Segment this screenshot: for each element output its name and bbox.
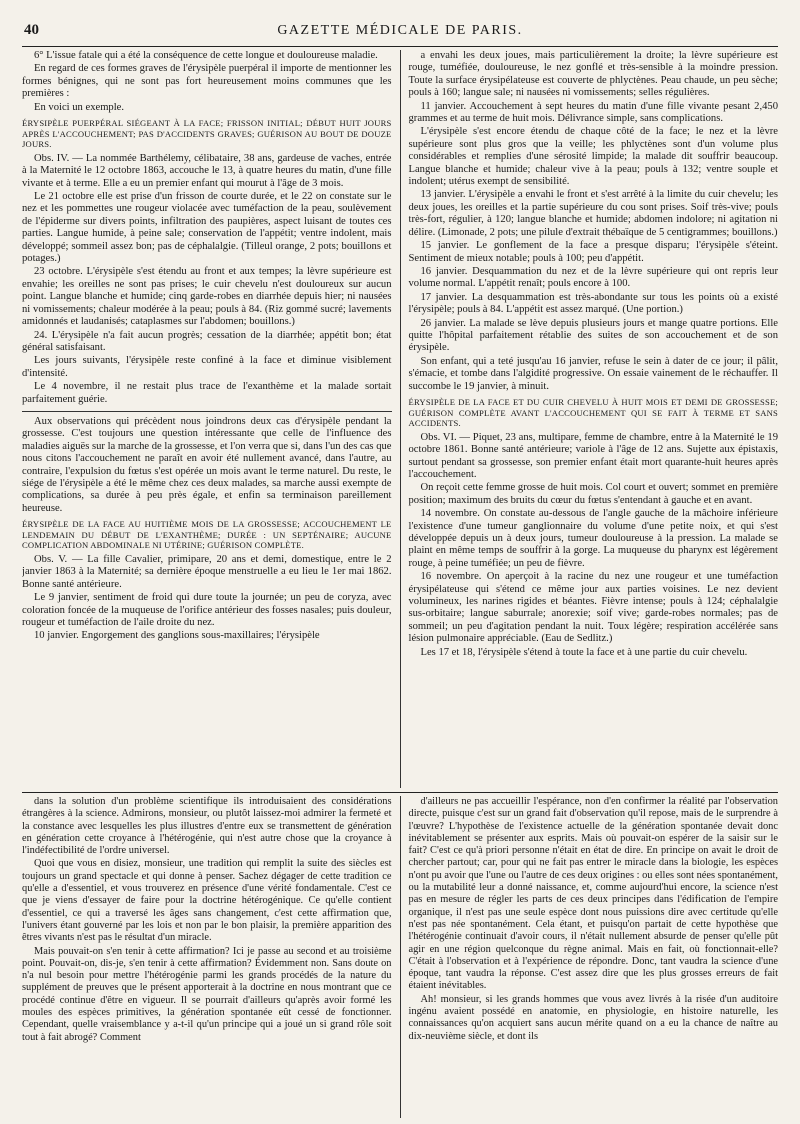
paragraph: 15 janvier. Le gonflement de la face a presque disparu; l'érysipèle s'éteint. Sentiment de mieux notable; pouls à 100; peu d'appétit. xyxy=(408,240,778,264)
paragraph: 13 janvier. L'érysipèle a envahi le front et s'est arrêté à la limite du cuir chevelu; les deux joues, les oreilles et la partie supérieure du cou sont prises. Soif très-vive; pouls très-fort, régulier, à 120; langue blanche et humide; abdomen indolore; ni agitation ni délire. (Limonade, 2 pots; une pilule d'extrait thébaïque de 5 centigrammes; bouillons.) xyxy=(408,189,778,238)
paragraph: d'ailleurs ne pas accueillir l'espérance, non d'en confirmer la réalité par l'observation directe, puisque c'est sur un grand fait d'observation qu'il repose, mais de le surprendre à l'œuvre? L'hypothèse de l'existence actuelle de la génération spontanée devait donc inévitablement se présenter aux esprits. Mais où pouvait-on espérer de la saisir sur le fait? C'est ce qu'à priori personne n'était en état de dire. En principe on avait le droit de chercher partout; car, pour qui ne fait pas entrer le miracle dans la biologie, les espèces n'ont pu avoir que l'une ou l'autre de ces deux origines : ou elles sont nées spontanément, ou la mutabilité leur a donné naissance, et, comme aujourd'hui encore, la science n'est pas en mesure de régler les parts de ces deux principes dans l'édification de l'empire organique, il n'est pas une seule espèce dont nous puissions dire avec certitude qu'elle n'est pas née spontanément. Cela étant, et puisqu'on partait de cette hypothèse que l'hétérogénie continuait d'avoir cours, il n'était nullement absurde de penser qu'elle pût agir en une région quelconque du règne animal. Mais en fait, où fonctionnait-elle? C'était à l'observation et à l'expérience de répondre. Donc, tant vaudra la science d'une époque, tant vaudra la réponse. C'est assez dire que les plus grosses erreurs de fait étaient inévitables. xyxy=(408,796,778,992)
paragraph: 10 janvier. Engorgement des ganglions sous-maxillaires; l'érysipèle xyxy=(34,630,320,642)
paragraph: a envahi les deux joues, mais particulièrement la droite; la lèvre supérieure est rouge, tuméfiée, douloureuse, le nez gonflé et très-sensible à la moindre pression. Toute la surface érysipélateuse est couverte de phlyctènes. Peau chaude, un peu sèche; pouls à 160; langue sale; ni nausées ni vomissements; selles régulières. xyxy=(408,50,778,99)
paragraph: Le 9 janvier, sentiment de froid qui dure toute la journée; un peu de coryza, avec coloration foncée de la muqueuse de l'orifice antérieur des fosses nasales; puis douleur, rougeur et tuméfaction de l'aile droite du nez. xyxy=(22,592,392,628)
paragraph: 24. L'érysipèle n'a fait aucun progrès; cessation de la diarrhée; appétit bon; état général satisfaisant. xyxy=(22,329,392,353)
header-rule xyxy=(22,46,778,47)
bottom-right-column xyxy=(401,796,779,1118)
paragraph: On reçoit cette femme grosse de huit mois. Col court et ouvert; sommet en première position; maximum des bruits du cœur du fœtus s'entendant à gauche et en avant. xyxy=(408,482,778,506)
paragraph: 16 novembre. On aperçoit à la racine du nez une rougeur et une tuméfaction érysipélateuse qui s'étend ce même jour aux parties voisines. Le nez devient volumineux, les narines rigides et béantes. Fièvre intense; pouls à 124; céphalalgie sus-orbitaire; langue saburrale; anorexie; soif vive; garde-robes normales; pas de sommeil; un peu d'agitation pendant la nuit. Toux légère; respiration accélérée sans lésion pulmonaire appréciable. (Eau de Sedlitz.) xyxy=(408,571,778,645)
page-header xyxy=(14,22,786,44)
paragraph: Aux observations qui précèdent nous joindrons deux cas d'érysipèle pendant la grossesse. C'est toujours une question intéressante que celle de l'influence des maladies aiguës sur la marche de la grossesse, et l'on verra que si, dans l'un des cas que nous citons l'accouchement ne paraît en avoir été nullement avancé, dans l'autre, au contraire, l'expulsion du fœtus s'est opérée un mois avant le terme naturel. Du reste, le siége de l'érysipèle a été le même chez ces deux malades, sa marche aussi exempte de complications, sa durée à peu près égale, et enfin sa terminaison pareillement heureuse. xyxy=(22,415,392,514)
paragraph: Obs. VI. — Piquet, 23 ans, multipare, femme de chambre, entre à la Maternité le 19 octobre 1861. Bonne santé antérieure; variole à l'âge de 12 ans. Sujette aux épistaxis, surtout pendant sa grossesse, son premier enfant était mort quarante-huit heures après l'accouchement. xyxy=(408,431,778,480)
paragraph: Le 4 novembre, il ne restait plus trace de l'exanthème et la malade sortait parfaitement guérie. xyxy=(22,381,392,405)
paragraph: Son enfant, qui a teté jusqu'au 16 janvier, refuse le sein à dater de ce jour; il pâlit, s'émacie, et tombe dans l'algidité progressive. On essaie vainement de le réchauffer. Il succombe le 19 janvier, à minuit. xyxy=(408,355,778,392)
paragraph: Les 17 et 18, l'érysipèle s'étend à toute la face et à une partie du cuir chevelu. xyxy=(420,646,748,658)
top-left-column xyxy=(22,50,400,788)
paragraph: 11 janvier. Accouchement à sept heures du matin d'une fille vivante pesant 2,450 grammes et au terme de huit mois. Délivrance simple, sans complications. xyxy=(408,100,778,125)
paragraph: Ah! monsieur, si les grands hommes que vous avez livrés à la risée d'un auditoire ingénu avaient possédé en anatomie, en physiologie, en histoire naturelle, les connaissances qu'on acquiert sans aucun mérite quand on a eu la chance de naître au dix-neuvième siècle, et dont ils xyxy=(408,993,778,1042)
top-right-column xyxy=(401,50,779,788)
paragraph: Le 21 octobre elle est prise d'un frisson de courte durée, et le 22 on constate sur le nez et les pommettes une rougeur violacée avec tuméfaction de la peau, soulèvement de l'épiderme sur divers points, infiltration des paupières, aspect luisant de toutes ces parties. Langue humide, à peine sale; conservation de l'appétit; ventre indolent, mais développé; sommeil assez bon; pas de céphalalgie. (Tilleul orange, 2 pots; bouillons et potages.) xyxy=(22,191,392,265)
paragraph: Obs. V. — La fille Cavalier, primipare, 20 ans et demi, domestique, entre le 2 janvier 1863 à la Maternité; sa dernière époque menstruelle a eu lieu le 1er mai 1862. Bonne santé antérieure. xyxy=(22,553,392,590)
paragraph: Quoi que vous en disiez, monsieur, une tradition qui remplit la suite des siècles est toujours un grand spectacle et qui donne à penser. Sachez dégager de cette tradition ce qu'elle a d'essentiel, et vous trouverez en présence d'une vérité fondamentale. C'est ce que je viens d'essayer de faire pour la doctrine hétérogénique. Ce qu'elle contient d'essentiel, ce qui a traversé les âges sans changement, c'est cette affirmation que, l'univers étant gouverné par les lois et non par le bon plaisir, la première apparition des êtres vivants n'est pas le résultat d'un miracle. xyxy=(22,858,392,944)
bottom-left-column xyxy=(22,796,400,1118)
paragraph: Obs. IV. — La nommée Barthélemy, célibataire, 38 ans, gardeuse de vaches, entrée à la Maternité le 12 octobre 1863, accouche le 13, à quatre heures du matin, d'une fille vivante et à terme. Elle a eu un premier enfant qui mourut à l'âge de 3 mois. xyxy=(22,152,392,189)
paragraph: 14 novembre. On constate au-dessous de l'angle gauche de la mâchoire inférieure l'existence d'une tumeur ganglionnaire du volume d'une petite noix, et qui s'est développée depuis un à deux jours, tumeur douloureuse à la pression. La malade se plaint en même temps de souffrir à la gorge. La muqueuse du pharynx est légèrement rouge, à peine tuméfiée; un peu de fièvre. xyxy=(408,508,778,569)
paragraph: 16 janvier. Desquammation du nez et de la lèvre supérieure qui ont repris leur volume normal. L'appétit renaît; pouls encore à 100. xyxy=(408,265,778,290)
paragraph: Mais pouvait-on s'en tenir à cette affirmation? Ici je passe au second et au troisième point. Pouvait-on, dis-je, s'en tenir à cette affirmation? Évidemment non. Sans doute on n'a nul besoin pour mettre l'hétérogénie parmi les grands procédés de la nature du supplément de preuves que le présent apporterait à la doctrine en nous montrant que ce procédé continue d'être en vigueur. Il se pourrait d'ailleurs qu'après avoir formé les moules des espèces primitives, la génération spontanée eût cessé de fonctionner. Cependant, quelle vraisemblance y a-t-il qu'un principe qui a joué un si grand rôle soit tout à fait abrogé? Comment xyxy=(22,945,392,1043)
paragraph: En voici un exemple. xyxy=(34,101,125,113)
paragraph: 26 janvier. La malade se lève depuis plusieurs jours et mange quatre portions. Elle quitte l'hôpital parfaitement rétablie des suites de son accouchement et de son érysipèle. xyxy=(408,317,778,354)
feuilleton-section xyxy=(22,796,778,1118)
paragraph: 17 janvier. La desquammation est très-abondante sur tous les points où a existé l'érysipèle; pouls à 84. L'appétit est assez marqué. (Une portion.) xyxy=(408,291,778,316)
paragraph: dans la solution d'un problème scientifique ils introduisaient des considérations étrangères à la science. Admirons, monsieur, ou plutôt laissez-moi admirer la fermeté et la constance avec lesquelles les plus illustres d'entre eux se transmettent de génération en génération cette croyance à l'hétérogénie, qui n'est autre chose que la croyance à l'indéfectibilité de l'ordre universel. xyxy=(22,796,392,857)
section-rule xyxy=(22,792,778,793)
paragraph: En regard de ces formes graves de l'érysipèle puerpéral il importe de mentionner les formes bénignes, qui ne sont pas fort heureusement moins communes que les premières : xyxy=(22,63,392,100)
paragraph: 6° L'issue fatale qui a été la conséquence de cette longue et douloureuse maladie. xyxy=(34,50,378,61)
paragraph: 23 octobre. L'érysipèle s'est étendu au front et aux tempes; la lèvre supérieure est envahie; les oreilles ne sont pas prises; le cuir chevelu n'est douloureux sur aucun point. Langue blanche et humide; cinq garde-robes en diarrhée depuis hier; ni nausées ni vomissements; chaleur modérée à la peau; pouls à 84. (Riz gommé sucré; lavements amidonnés et laudanisés; cataplasmes sur l'abdomen; bouillons.) xyxy=(22,266,392,328)
paragraph: Les jours suivants, l'érysipèle reste confiné à la face et diminue visiblement d'intensité. xyxy=(22,355,392,379)
paragraph: L'érysipèle s'est encore étendu de chaque côté de la face; le nez et la lèvre supérieure sont plus gros que la veille; les phlyctènes sont d'un volume plus considérables et remplies d'une sérosité limpide; la malade dit souffrir beaucoup. Langue blanche et humide; chaleur vive à la peau; pouls à 132; ventre souple et indolent; utérus exempt de sensibilité. xyxy=(408,126,778,188)
page-number: 40 xyxy=(24,22,39,38)
journal-title: GAZETTE MÉDICALE DE PARIS. xyxy=(277,23,523,38)
separator-rule xyxy=(22,411,392,412)
case-heading: ÉRYSIPÈLE DE LA FACE ET DU CUIR CHEVELU À HUIT MOIS ET DEMI DE GROSSESSE; GUÉRISON COMPLÈTE AVANT L'ACCOUCHEMENT QUI SE FAIT À TERME ET SANS ACCIDENTS. xyxy=(408,396,778,429)
case-heading: ÉRYSIPÈLE DE LA FACE AU HUITIÈME MOIS DE LA GROSSESSE; ACCOUCHEMENT LE LENDEMAIN DU DÉBUT DE L'EXANTHÈME; DURÉE : UN SEPTÉNAIRE; AUCUNE COMPLICATION ABDOMINALE NI UTÉRINE; GUÉRISON COMPLÈTE. xyxy=(22,519,392,551)
case-heading: ÉRYSIPÈLE PUERPÉRAL SIÉGEANT À LA FACE; FRISSON INITIAL; DÉBUT HUIT JOURS APRÈS L'ACCOUCHEMENT; PAS D'ACCIDENTS GRAVES; GUÉRISON AU BOUT DE DOUZE JOURS. xyxy=(22,118,392,150)
clinical-observations-section xyxy=(22,50,778,788)
